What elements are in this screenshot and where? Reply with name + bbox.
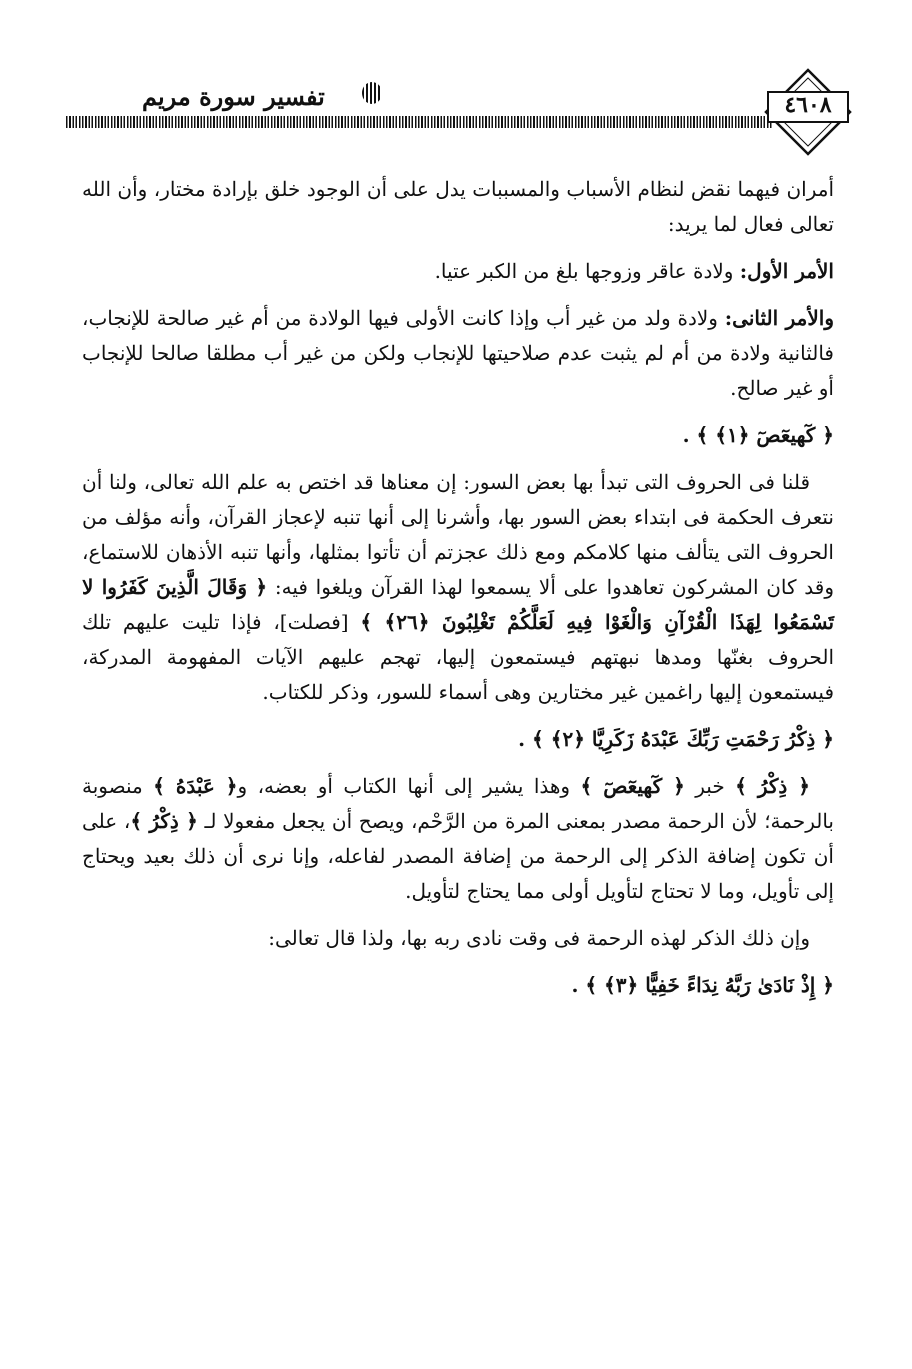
header-rule (66, 116, 772, 128)
page-number-diamond (764, 68, 852, 156)
point-heading: الأمر الأول: (739, 259, 834, 283)
paragraph (82, 301, 834, 406)
quran-verse: ﴿ كٓهيعٓصٓ ﴿١﴾ ﴾ . (682, 423, 834, 447)
paragraph-text: ولادة عاقر وزوجها بلغ من الكبر عتيا. (434, 259, 740, 283)
paragraph (82, 769, 834, 909)
paragraph-text: قلنا فى الحروف التى تبدأ بها بعض السور: إن معناها قد اختص به علم الله تعالى، ولنا أن نتعرف الحكمة فى ابتداء بعض السور بها، وأشرنا إلى أنها تنبه لإعجاز القرآن، وأنه مؤلف من الحروف التى يتألف منها كلامكم ومع ذلك عجزتم أن تأتوا بمثلها، وأنها تنبه الأذهان للاستماع، وقد كان المشركون تعاهدوا على ألا يسمعوا لهذا القرآن ويلغوا فيه: (82, 470, 834, 599)
paragraph-text: [فصلت]، فإذا تليت عليهم تلك الحروف بغنّها ومدها نبهتهم فيستمعون إليها، تهجم عليهم الآيات المفهومة المدركة، فيستمعون إليها راغمين غير مختارين وهى أسماء للسور، وذكر للكتاب. (82, 610, 834, 704)
quran-quote: ﴿ ذِكْرُ ﴾ (735, 774, 811, 798)
page-header (50, 60, 862, 160)
paragraph (82, 254, 834, 289)
paragraph: أمران فيهما نقض لنظام الأسباب والمسببات يدل على أن الوجود خلق بإرادة مختار، وأن الله تعالى فعال لما يريد: (82, 177, 834, 236)
paragraph-text: وهذا يشير إلى أنها الكتاب أو بعضه، و (237, 774, 581, 798)
ornament-icon (362, 82, 382, 104)
paragraph (82, 465, 834, 710)
running-title: تفسير سورة مريم (142, 82, 325, 111)
paragraph-text: خبر (684, 774, 736, 798)
quran-quote: ﴿ وَقَالَ الَّذِينَ كَفَرُوا لا تَسْمَعُوا لِهَذَا الْقُرْآنِ وَالْغَوْا فِيهِ لَعَلَّكُمْ تَغْلِبُونَ ﴿٢٦﴾ ﴾ (82, 575, 835, 634)
quran-verse: ﴿ ذِكْرُ رَحْمَتِ رَبِّكَ عَبْدَهُ زَكَرِيَّا ﴿٢﴾ ﴾ . (518, 727, 834, 751)
paragraph-text: ولادة ولد من غير أب وإذا كانت الأولى فيها الولادة من أم غير صالحة للإنجاب، فالثانية ولادة من أم لم يثبت عدم صلاحيتها للإنجاب ولكن من غير أب مطلقا صالحا للإنجاب أو غير صالح. (82, 306, 834, 400)
page-body (82, 172, 834, 1015)
quran-quote: ﴿ ذِكْرُ ﴾ (130, 809, 198, 833)
quran-verse: ﴿ إِذْ نَادَىٰ رَبَّهُ نِدَاءً خَفِيًّا ﴿٣﴾ ﴾ . (571, 973, 834, 997)
quran-quote: ﴿ كٓهيعٓصٓ ﴾ (580, 774, 685, 798)
paragraph: وإن ذلك الذكر لهذه الرحمة فى وقت نادى ربه بها، ولذا قال تعالى: (268, 926, 810, 950)
paragraph-text: منصوبة بالرحمة؛ لأن الرحمة مصدر بمعنى المرة من الرَّحْم، ويصح أن يجعل مفعولا لـ (82, 774, 834, 833)
point-heading: والأمر الثانى: (724, 306, 834, 330)
quran-quote: ﴿ عَبْدَهُ ﴾ (153, 774, 238, 798)
paragraph-text: ، على أن تكون إضافة الذكر إلى الرحمة من إضافة المصدر لفاعله، وإنا نرى أن ذلك بعيد ويحتاج إلى تأويل، وما لا تحتاج لتأويل أولى مما يحتاج لتأويل. (82, 809, 834, 903)
page-number: ٤٦٠٨ (784, 92, 832, 118)
